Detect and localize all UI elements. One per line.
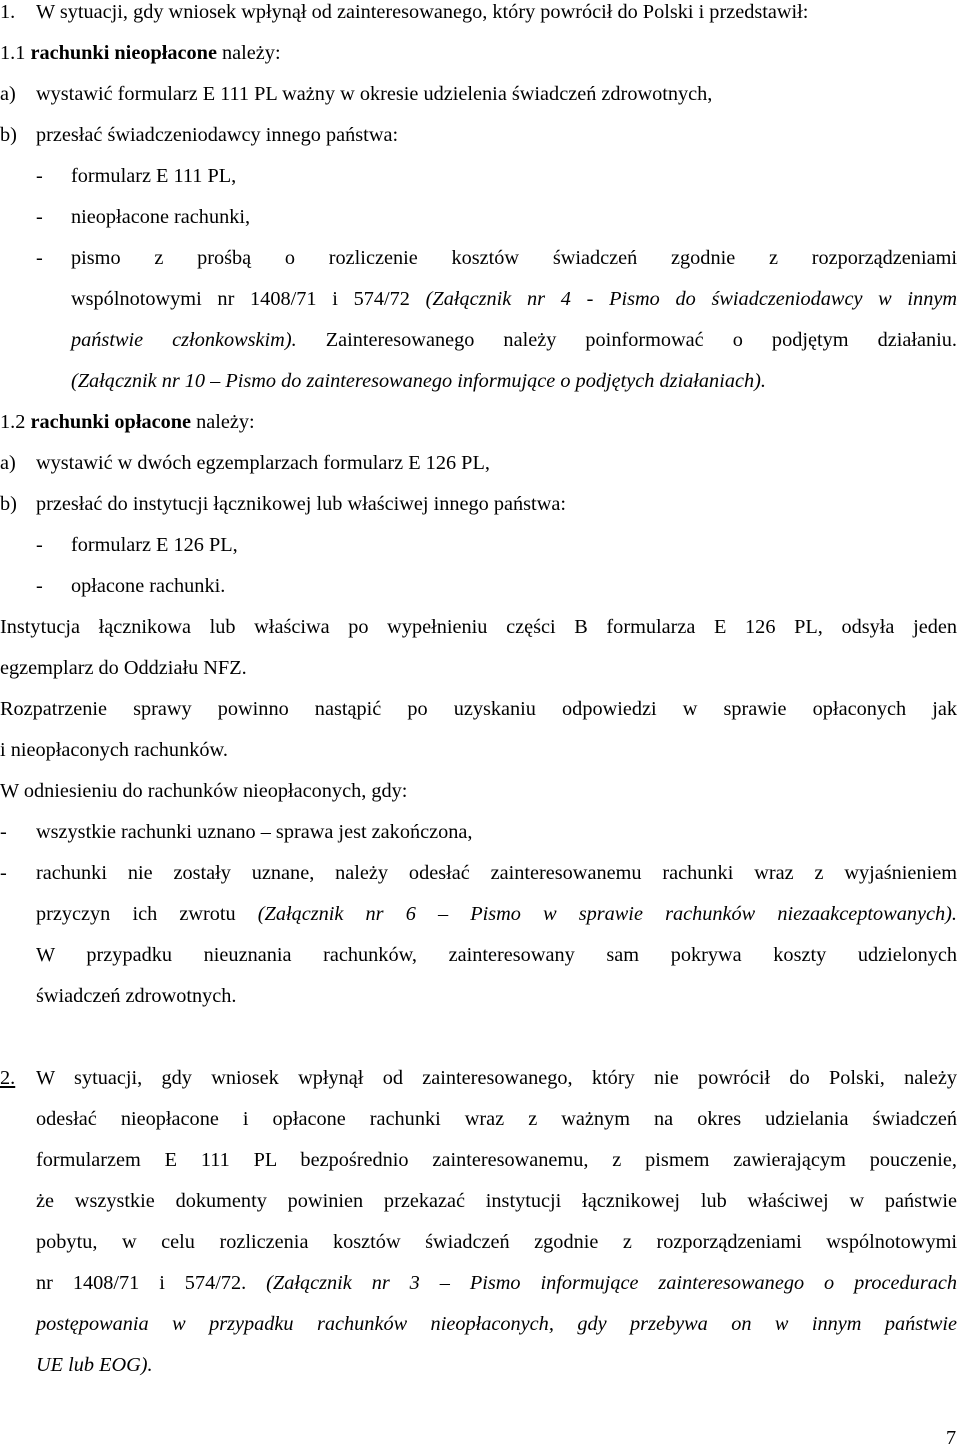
text-line: pobytu, w celu rozliczenia kosztów świadczeń zgodnie z rozporządzeniami wspólnotowymi xyxy=(36,1231,957,1253)
text-line: wspólnotowymi nr 1408/71 i 574/72 (Załącznik nr 4 - Pismo do świadczeniodawcy w innym xyxy=(71,288,957,310)
dash-item: - opłacone rachunki. xyxy=(36,575,226,597)
list-item-a: a) wystawić formularz E 111 PL ważny w okresie udzielenia świadczeń zdrowotnych, xyxy=(0,83,713,105)
section-2-text: W sytuacji, gdy wniosek wpłynął od zainteresowanego, który nie powrócił do Polski, należy xyxy=(36,1067,957,1089)
dash-mark: - xyxy=(0,862,7,884)
paragraph-line: egzemplarz do Oddziału NFZ. xyxy=(0,657,247,679)
text-line: (Załącznik nr 10 – Pismo do zainteresowanego informujące o podjętych działaniach). xyxy=(71,370,766,392)
text-line: postępowania w przypadku rachunków nieopłaconych, gdy przebywa on w innym państwie xyxy=(36,1313,957,1335)
text-line: formularzem E 111 PL bezpośrednio zainteresowanemu, z pismem zawierającym pouczenie, xyxy=(36,1149,957,1171)
section-number: 2. xyxy=(0,1067,16,1089)
paragraph-line: W odniesieniu do rachunków nieopłaconych, gdy: xyxy=(0,780,408,802)
section-1-heading xyxy=(0,0,957,24)
subsection-1-2-heading: 1.2 rachunki opłacone należy: xyxy=(0,411,255,433)
text-line: W przypadku nieuznania rachunków, zainteresowany sam pokrywa koszty udzielonych xyxy=(36,944,957,966)
dash-item: - formularz E 126 PL, xyxy=(36,534,238,556)
text-line: państwie członkowskim). Zainteresowanego należy poinformować o podjętym działaniu. xyxy=(71,329,957,351)
list-item-b: b) przesłać do instytucji łącznikowej lub właściwej innego państwa: xyxy=(0,493,566,515)
paragraph-line: i nieopłaconych rachunków. xyxy=(0,739,228,761)
dash-item: - wszystkie rachunki uznano – sprawa jest zakończona, xyxy=(0,821,473,843)
section-text: W sytuacji, gdy wniosek wpłynął od zainteresowanego, który powrócił do Polski i przedstawił: xyxy=(36,1,809,23)
list-item-b: b) przesłać świadczeniodawcy innego państwa: xyxy=(0,124,399,146)
page-number: 7 xyxy=(946,1427,957,1449)
dash-item-text: rachunki nie zostały uznane, należy odesłać zainteresowanemu rachunki wraz z wyjaśnieniem xyxy=(36,862,957,884)
dash-item: - nieopłacone rachunki, xyxy=(36,206,251,228)
list-item-a: a) wystawić w dwóch egzemplarzach formularz E 126 PL, xyxy=(0,452,490,474)
text-line: przyczyn ich zwrotu (Załącznik nr 6 – Pismo w sprawie rachunków niezaakceptowanych). xyxy=(36,903,957,925)
paragraph-line: Rozpatrzenie sprawy powinno nastąpić po uzyskaniu odpowiedzi w sprawie opłaconych jak xyxy=(0,698,957,720)
paragraph-line: Instytucja łącznikowa lub właściwa po wypełnieniu części B formularza E 126 PL, odsyła jeden xyxy=(0,616,957,638)
bold-term: rachunki nieopłacone xyxy=(30,42,217,64)
section-number: 1. xyxy=(0,1,16,23)
text-line: świadczeń zdrowotnych. xyxy=(36,985,237,1007)
text-line: że wszystkie dokumenty powinien przekazać instytucji łącznikowej lub właściwej w państwie xyxy=(36,1190,957,1212)
subsection-1-1-heading: 1.1 rachunki nieopłacone należy: xyxy=(0,42,281,64)
dash-item-text: pismo z prośbą o rozliczenie kosztów świadczeń zgodnie z rozporządzeniami xyxy=(71,247,957,269)
text-line: odesłać nieopłacone i opłacone rachunki wraz z ważnym na okres udzielania świadczeń xyxy=(36,1108,957,1130)
text-line: nr 1408/71 i 574/72. (Załącznik nr 3 – Pismo informujące zainteresowanego o procedurach xyxy=(36,1272,957,1294)
dash-item: - formularz E 111 PL, xyxy=(36,165,237,187)
bold-term: rachunki opłacone xyxy=(30,411,192,433)
text-line: UE lub EOG). xyxy=(36,1354,153,1376)
dash-mark: - xyxy=(36,247,43,269)
